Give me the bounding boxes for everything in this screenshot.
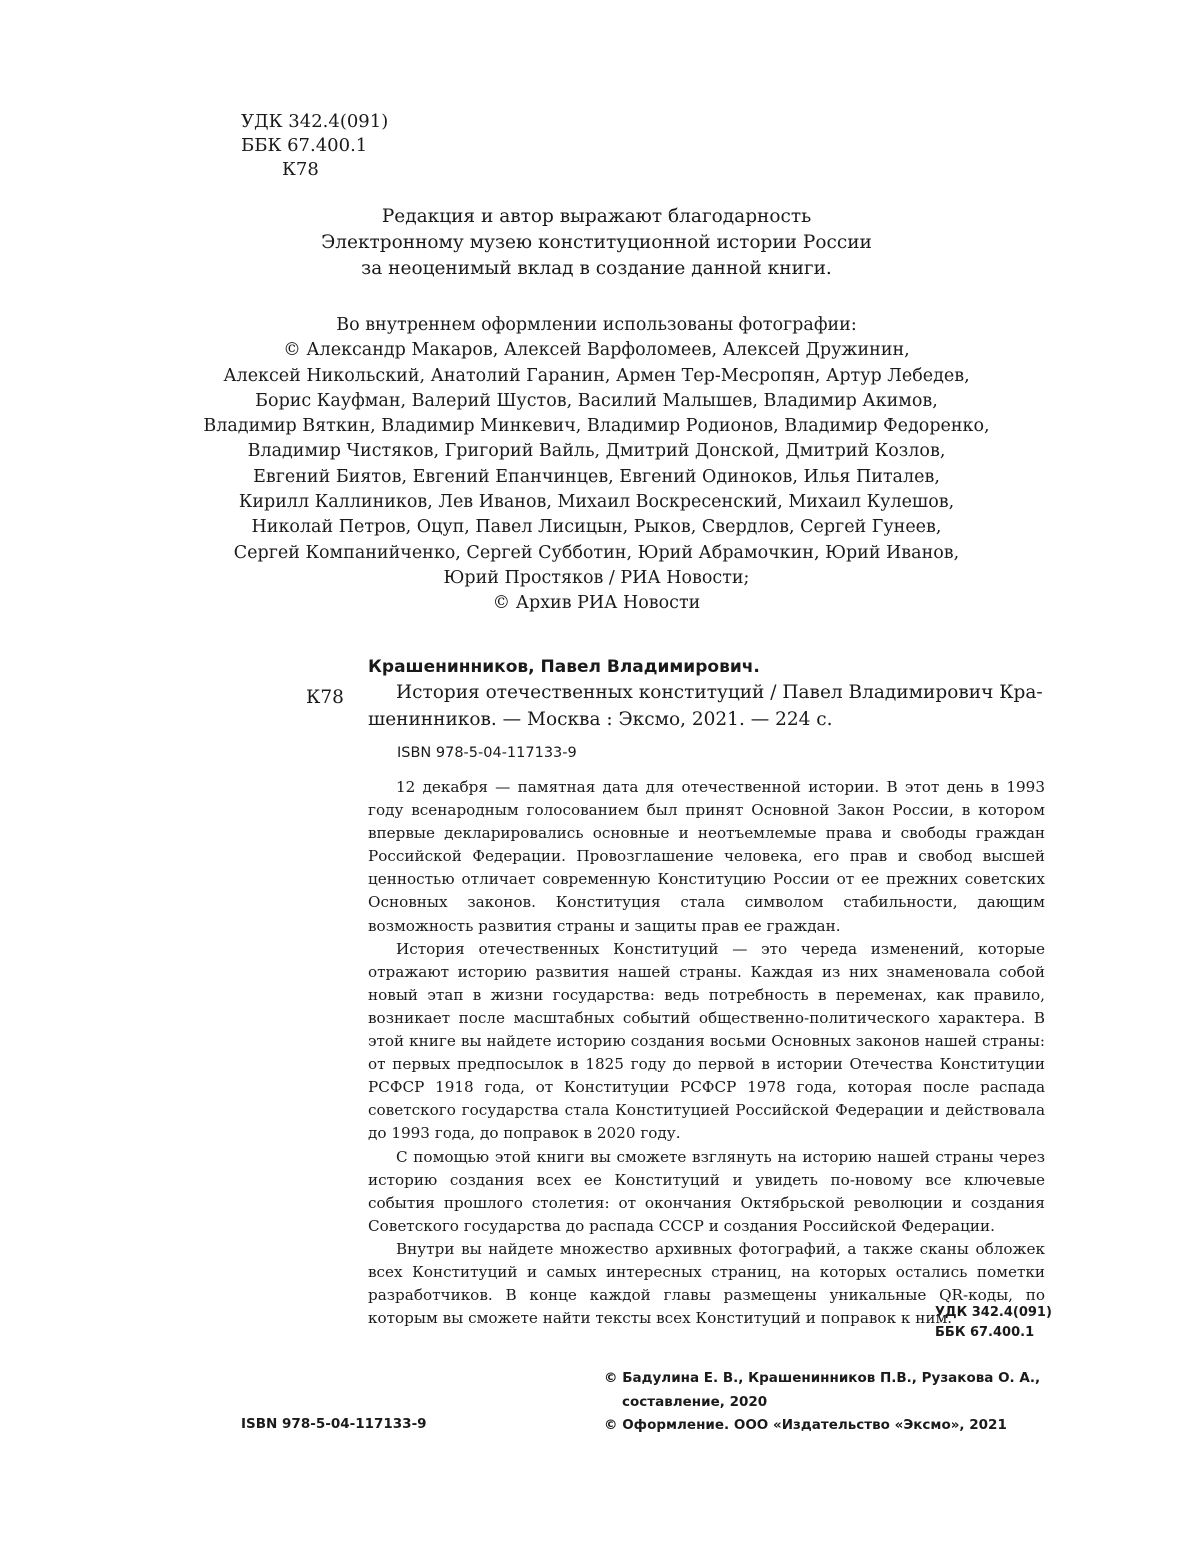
photo-credits xyxy=(150,313,1043,617)
annotation-paragraph: Внутри вы найдете множество архивных фотографий, а также сканы обложек всех Конституций и самых интересных страниц, на которых остались пометки разработчиков. В конце каждой главы размещены уникальные QR-коды, по которым вы сможете найти тексты всех Конституций и поправок к ним. xyxy=(368,1239,1045,1328)
annotation-paragraph: 12 декабря — памятная дата для отечественной истории. В этот день в 1993 году всенародным голосованием был принят Основной Закон России, в котором впервые декларировались основные и неотъемлемые права и свободы граждан Российской Федерации. Провозглашение человека, его прав и свобод высшей ценностью отличает современную Конституцию России от ее прежних советских Основных законов. Конституция стала символом стабильности, дающим возможность развития страны и защиты прав ее граждан. xyxy=(368,778,1045,935)
bibliography-title-line: История отечественных конституций / Павел Владимирович Кра- xyxy=(396,682,1043,703)
copyright-line: © Оформление. ООО «Издательство «Эксмо», 2021 xyxy=(604,1417,1007,1433)
author-mark: К78 xyxy=(282,159,319,180)
bibliography-title xyxy=(368,680,1045,733)
photo-credits-line: Алексей Никольский, Анатолий Гаранин, Армен Тер-Месропян, Артур Лебедев, xyxy=(223,365,970,386)
acknowledgement-line: за неоценимый вклад в создание данной книги. xyxy=(361,258,832,279)
photo-credits-line: Кирилл Каллиников, Лев Иванов, Михаил Воскресенский, Михаил Кулешов, xyxy=(238,492,955,513)
photo-credits-line: © Александр Макаров, Алексей Варфоломеев, Алексей Дружинин, xyxy=(283,340,910,361)
bibliography-isbn: ISBN 978-5-04-117133-9 xyxy=(397,745,577,761)
isbn-bottom: ISBN 978-5-04-117133-9 xyxy=(241,1416,427,1432)
copyright-line: © Бадулина Е. В., Крашенинников П.В., Рузакова О. А., xyxy=(604,1370,1041,1386)
classification-codes xyxy=(241,110,388,182)
bbk-code: ББК 67.400.1 xyxy=(241,135,368,156)
bibliography-author: Крашенинников, Павел Владимирович. xyxy=(368,657,760,677)
annotation-paragraph: С помощью этой книги вы сможете взглянуть на историю нашей страны через историю создания всех ее Конституций и увидеть по-новому все ключевые события прошлого столетия: от окончания Октябрьской революции и создания Советского государства до распада СССР и создания Российской Федерации. xyxy=(368,1147,1045,1235)
acknowledgement-line: Электронному музею конституционной истории России xyxy=(321,232,872,253)
bibliography-mark: К78 xyxy=(306,687,344,708)
copyright-block xyxy=(604,1367,1054,1438)
annotation-bbk: ББК 67.400.1 xyxy=(935,1325,1035,1340)
annotation-codes xyxy=(935,1303,1052,1343)
bibliography-title-line: шенинников. — Москва : Эксмо, 2021. — 224 с. xyxy=(368,708,833,730)
udk-code: УДК 342.4(091) xyxy=(241,111,389,132)
annotation-paragraph: История отечественных Конституций — это череда изменений, которые отражают историю развития нашей страны. Каждая из них знаменовала собой новый этап в жизни государства: ведь потребность в переменах, как правило, возникает после масштабных событий общественно-политического характера. В этой книге вы найдете историю создания восьми Основных законов нашей страны: от первых предпосылок в 1825 году до первой в истории Отечества Конституции РСФСР 1918 года, от Конституции РСФСР 1978 года, которая после распада советского государства стала Конституцией Российской Федерации и действовала до 1993 года, до поправок в 2020 году. xyxy=(368,939,1045,1143)
photo-credits-line: Николай Петров, Оцуп, Павел Лисицын, Рыков, Свердлов, Сергей Гунеев, xyxy=(251,517,942,538)
photo-credits-line: © Архив РИА Новости xyxy=(492,593,701,614)
photo-credits-line: Евгений Биятов, Евгений Епанчинцев, Евгений Одиноков, Илья Питалев, xyxy=(253,466,940,487)
photo-credits-line: Владимир Чистяков, Григорий Вайль, Дмитрий Донской, Дмитрий Козлов, xyxy=(247,441,946,462)
photo-credits-line: Владимир Вяткин, Владимир Минкевич, Владимир Родионов, Владимир Федоренко, xyxy=(203,416,990,437)
photo-credits-line: Во внутреннем оформлении использованы фотографии: xyxy=(336,315,857,335)
acknowledgement xyxy=(150,204,1043,282)
photo-credits-line: Юрий Простяков / РИА Новости; xyxy=(443,567,750,588)
photo-credits-line: Сергей Компанийченко, Сергей Субботин, Юрий Абрамочкин, Юрий Иванов, xyxy=(233,542,960,563)
acknowledgement-line: Редакция и автор выражают благодарность xyxy=(381,206,812,227)
annotation xyxy=(368,776,1045,1330)
photo-credits-line: Борис Кауфман, Валерий Шустов, Василий Малышев, Владимир Акимов, xyxy=(255,390,938,411)
copyright-line: составление, 2020 xyxy=(622,1393,768,1410)
annotation-udk: УДК 342.4(091) xyxy=(935,1305,1052,1320)
